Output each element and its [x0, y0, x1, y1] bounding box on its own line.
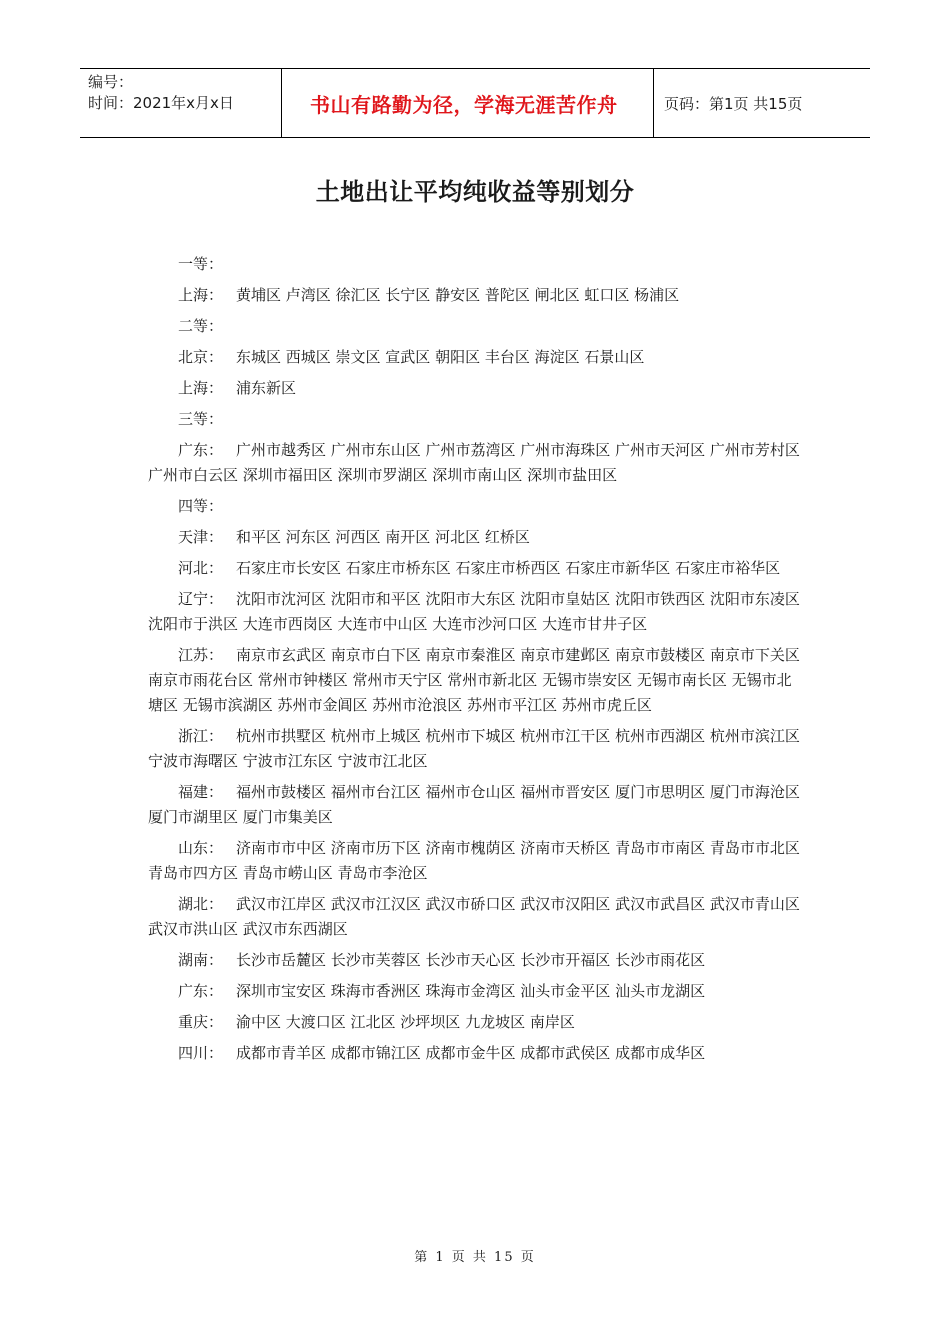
body-paragraph [148, 780, 800, 830]
document-title: 土地出让平均纯收益等别划分 [315, 177, 635, 206]
header-motto: 书山有路勤为径，学海无涯苦作舟 [282, 69, 654, 137]
document-body [148, 252, 800, 1072]
region-label: 天津： [178, 528, 224, 546]
grade-label: 一等： [178, 255, 224, 273]
page-footer: 第 1 页 共 15 页 [414, 1250, 536, 1265]
body-paragraph [148, 494, 800, 519]
district-list: 福州市鼓楼区 福州市台江区 福州市仓山区 福州市晋安区 厦门市思明区 厦门市海沧区 厦门市湖里区 厦门市集美区 [148, 783, 800, 826]
body-paragraph [148, 376, 800, 401]
district-list: 和平区 河东区 河西区 南开区 河北区 红桥区 [236, 528, 530, 546]
district-list: 广州市越秀区 广州市东山区 广州市荔湾区 广州市海珠区 广州市天河区 广州市芳村区 广州市白云区 深圳市福田区 深圳市罗湖区 深圳市南山区 深圳市盐田区 [148, 441, 800, 484]
district-list: 石家庄市长安区 石家庄市桥东区 石家庄市桥西区 石家庄市新华区 石家庄市裕华区 [236, 559, 781, 577]
body-paragraph [148, 407, 800, 432]
body-paragraph [148, 948, 800, 973]
region-label: 上海： [178, 379, 224, 397]
district-list: 杭州市拱墅区 杭州市上城区 杭州市下城区 杭州市江干区 杭州市西湖区 杭州市滨江区 宁波市海曙区 宁波市江东区 宁波市江北区 [148, 727, 800, 770]
body-paragraph [148, 1010, 800, 1035]
body-paragraph [148, 836, 800, 886]
grade-label: 二等： [178, 317, 224, 335]
document-time-label: 时间：2021年x月x日 [88, 94, 234, 112]
body-paragraph [148, 525, 800, 550]
region-label: 辽宁： [178, 590, 224, 608]
region-label: 四川： [178, 1044, 224, 1062]
header-page-info: 页码：第1页 共15页 [664, 94, 803, 113]
body-paragraph [148, 587, 800, 637]
document-number-label: 编号： [88, 73, 134, 91]
district-list: 深圳市宝安区 珠海市香洲区 珠海市金湾区 汕头市金平区 汕头市龙湖区 [236, 982, 706, 1000]
region-label: 广东： [178, 982, 224, 1000]
body-paragraph [148, 1041, 800, 1066]
grade-label: 四等： [178, 497, 224, 515]
body-paragraph [148, 979, 800, 1004]
body-paragraph [148, 314, 800, 339]
district-list: 浦东新区 [236, 379, 297, 397]
district-list: 渝中区 大渡口区 江北区 沙坪坝区 九龙坡区 南岸区 [236, 1013, 575, 1031]
region-label: 江苏： [178, 646, 224, 664]
body-paragraph [148, 283, 800, 308]
body-paragraph [148, 556, 800, 581]
region-label: 湖南： [178, 951, 224, 969]
body-paragraph [148, 892, 800, 942]
district-list: 南京市玄武区 南京市白下区 南京市秦淮区 南京市建邺区 南京市鼓楼区 南京市下关区 南京市雨花台区 常州市钟楼区 常州市天宁区 常州市新北区 无锡市崇安区 无锡市南长区 无锡市北塘区 无锡市滨湖区 苏州市金阊区 苏州市沧浪区 苏州市平江区 苏州市虎丘区 [148, 646, 800, 714]
region-label: 北京： [178, 348, 224, 366]
region-label: 湖北： [178, 895, 224, 913]
district-list: 济南市市中区 济南市历下区 济南市槐荫区 济南市天桥区 青岛市市南区 青岛市市北区 青岛市四方区 青岛市崂山区 青岛市李沧区 [148, 839, 800, 882]
district-list: 长沙市岳麓区 长沙市芙蓉区 长沙市天心区 长沙市开福区 长沙市雨花区 [236, 951, 706, 969]
body-paragraph [148, 438, 800, 488]
district-list: 成都市青羊区 成都市锦江区 成都市金牛区 成都市武侯区 成都市成华区 [236, 1044, 706, 1062]
body-paragraph [148, 724, 800, 774]
region-label: 河北： [178, 559, 224, 577]
district-list: 沈阳市沈河区 沈阳市和平区 沈阳市大东区 沈阳市皇姑区 沈阳市铁西区 沈阳市东凌区 沈阳市于洪区 大连市西岗区 大连市中山区 大连市沙河口区 大连市甘井子区 [148, 590, 800, 633]
header-meta [80, 69, 282, 137]
body-paragraph [148, 643, 800, 718]
region-label: 福建： [178, 783, 224, 801]
region-label: 重庆： [178, 1013, 224, 1031]
body-paragraph [148, 345, 800, 370]
page-header [80, 68, 870, 138]
region-label: 山东： [178, 839, 224, 857]
region-label: 浙江： [178, 727, 224, 745]
region-label: 上海： [178, 286, 224, 304]
district-list: 武汉市江岸区 武汉市江汉区 武汉市硚口区 武汉市汉阳区 武汉市武昌区 武汉市青山区 武汉市洪山区 武汉市东西湖区 [148, 895, 800, 938]
region-label: 广东： [178, 441, 224, 459]
district-list: 黄埔区 卢湾区 徐汇区 长宁区 静安区 普陀区 闸北区 虹口区 杨浦区 [236, 286, 680, 304]
grade-label: 三等： [178, 410, 224, 428]
body-paragraph [148, 252, 800, 277]
district-list: 东城区 西城区 崇文区 宣武区 朝阳区 丰台区 海淀区 石景山区 [236, 348, 645, 366]
